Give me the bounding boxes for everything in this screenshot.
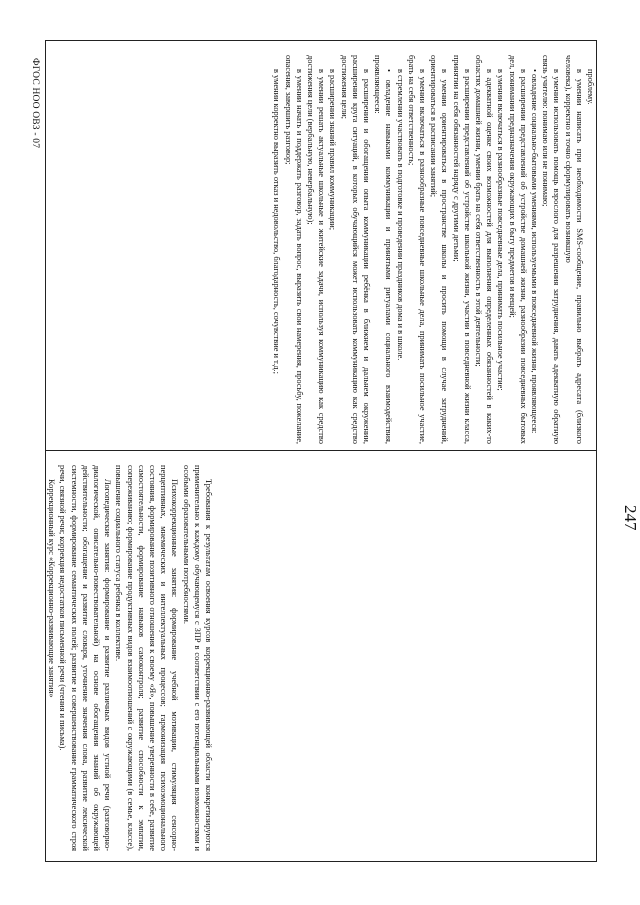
- left-paragraph: в расширении и обогащении опыта коммуникации ребёнка в ближнем и дальнем окружении, расширении круга ситуаций, в которых обучающийся может использовать коммуникацию как средство достижения цели;: [339, 55, 371, 444]
- left-paragraph: проблему.: [586, 69, 595, 105]
- left-paragraph: в умении написать при необходимости SMS-сообщение, правильно выбрать адресата (близкого человека), корректно и точно сформулировать возникшую: [563, 55, 584, 444]
- content-table: [45, 40, 597, 862]
- left-bullet: • овладение навыками коммуникации и принятыми ритуалами социального взаимодействия, проявляющееся:: [373, 55, 394, 444]
- course-title: Коррекционный курс «Коррекционно-развивающие занятия»: [47, 479, 57, 698]
- page-number: 247: [621, 505, 640, 531]
- left-paragraph: в умении решать актуальные школьные и житейские задачи, используя коммуникацию как средство достижения цели (вербальную, невербальную);: [305, 55, 327, 444]
- left-paragraph: в расширении представлений об устройстве домашней жизни, разнообразии повседневных бытовых дел, понимании предназначения окружающих в быту предметов и вещей;: [507, 55, 528, 444]
- left-bullet: • овладение социально-бытовыми умениями, используемыми в повседневной жизни, проявляющееся:: [529, 69, 539, 434]
- left-paragraph: в умении ориентироваться в пространстве школы и просить помощи в случае затруднений, ориентироваться в расписании занятий;: [429, 55, 450, 444]
- left-paragraph: в стремлении участвовать в подготовке и проведении праздников дома и в школе.: [395, 69, 405, 361]
- left-paragraph: в умении использовать помощь взрослого для разрешения затруднения, давать адекватную обратную связь учителю: понимаю или не понимаю;: [541, 55, 562, 444]
- right-paragraph: Требования к результатам освоения курсов коррекционно-развивающей области конкретизируются применительно к каждому обучающемуся с ЗПР в соответствии с его потенциальными возможностями и особыми образовательными потребностями.: [181, 465, 214, 851]
- left-paragraph: в умении включаться в разнообразные повседневные дела, принимать посильное участие;: [496, 69, 506, 391]
- left-column: [46, 41, 596, 451]
- left-paragraph: в умении начать и поддержать разговор, задать вопрос, выразить свои намерения, просьбу, пожелание, опасения, завершить разговор;: [283, 55, 304, 444]
- right-paragraph: Психокоррекционные занятия: формирование учебной мотивации, стимуляция сенсорно-перцептивных, мнемических и интеллектуальных процессов; гармонизация психоэмоционального состояния, формирование позитивного отношения к своему «Я», повышение уверенности в себе, развитие самостоятельности, формирование навыков самоконтроля; развитие способности к эмпатии, сопереживанию; формирование продуктивных видов взаимоотношений с окружающими (в семье, классе), повышение социального статуса ребенка в коллективе.: [114, 465, 180, 851]
- left-paragraph: в расширении представлений об устройстве школьной жизни, участии в повседневной жизни класса, принятии на себя обязанностей наряду с другими детьми;: [451, 55, 472, 444]
- footer-code: ФГОС НОО ОВЗ - 07: [30, 58, 40, 149]
- right-column: [46, 451, 596, 861]
- left-paragraph: в адекватной оценке своих возможностей для выполнения определенных обязанностей в каких-то областях домашней жизни, умении брать на себя ответственность в этой деятельности;: [473, 55, 495, 444]
- right-paragraph: Логопедические занятия: формирование и развитие различных видов устной речи (разговорно-диалогической, описательно-повествовательной) на основе обогащения знаний об окружающей действительности; обогащение и развитие словаря, уточнение значения слова, развитие лексической системности, формирование семантических полей; развитие и совершенствование грамматического строя речи, связной речи; коррекция недостатков письменной речи (чтения и письма).: [58, 465, 113, 851]
- left-paragraph: в умении корректно выразить отказ и недовольство, благодарность, сочувствие и т.д.;: [272, 69, 282, 374]
- left-paragraph: в расширении знаний правил коммуникации;: [328, 69, 338, 231]
- left-paragraph: в умении включаться в разнообразные повседневные школьные дела, принимать посильное участие, брать на себя ответственность;: [406, 55, 427, 444]
- right-column-text: [46, 465, 214, 851]
